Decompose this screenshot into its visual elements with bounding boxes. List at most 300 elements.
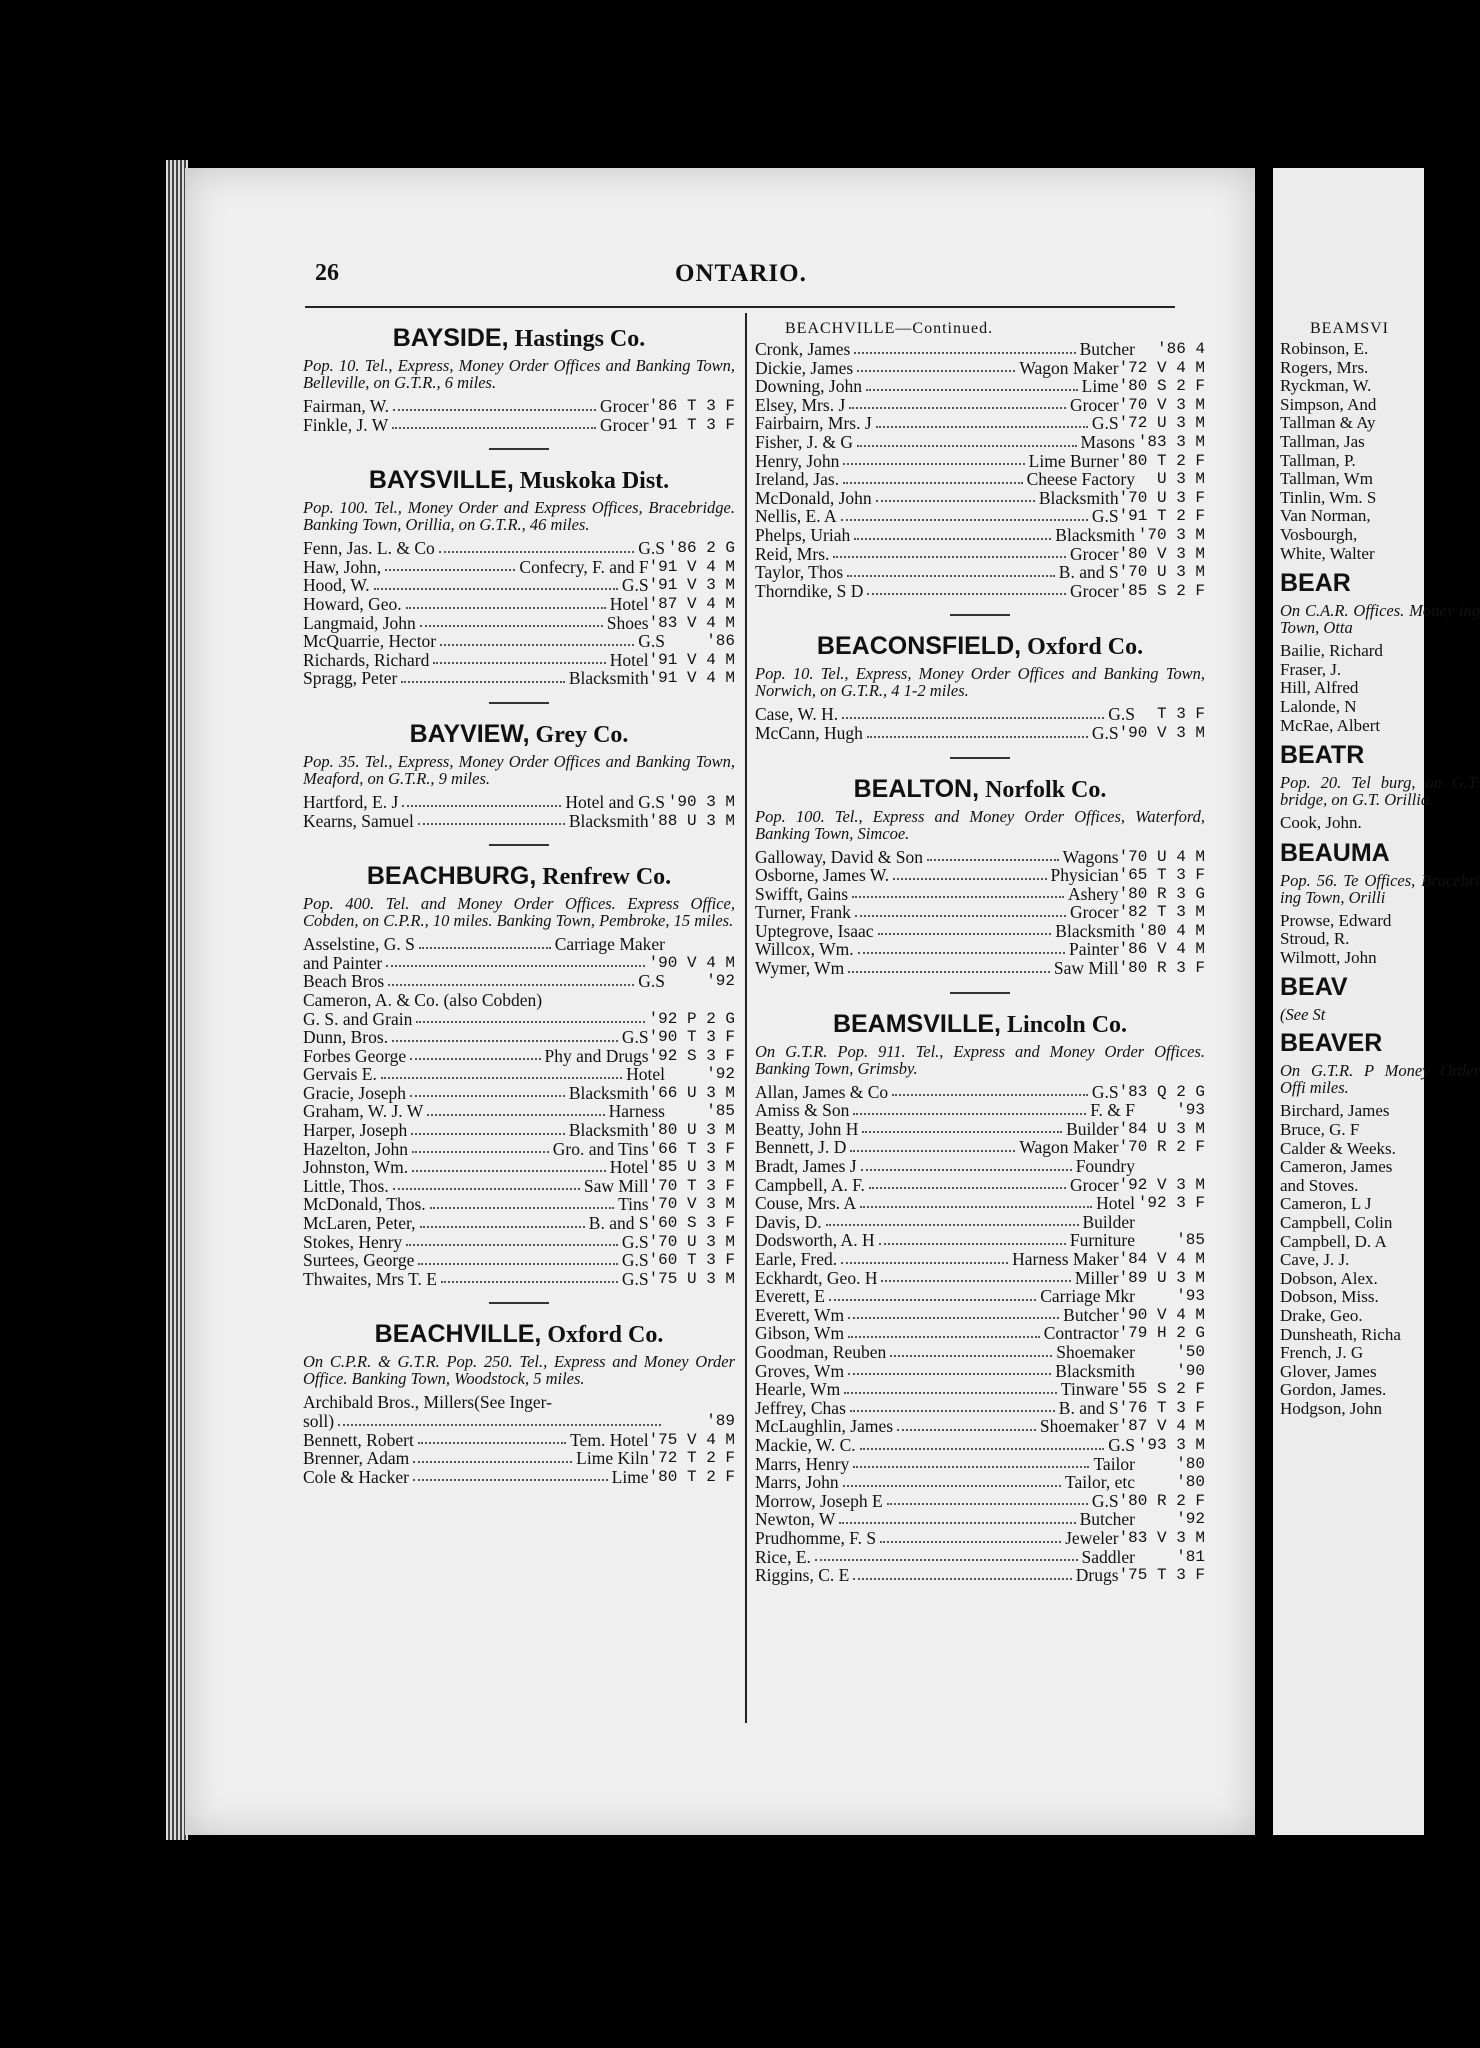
list-item	[303, 1047, 735, 1066]
list-item	[303, 1102, 735, 1121]
entry-rating: '83 V 3 M	[1118, 1528, 1205, 1547]
entry-rating	[665, 935, 735, 954]
county-name: Grey Co.	[535, 721, 629, 748]
entry-name: Dunn, Bros.	[303, 1027, 389, 1048]
entry-name: Haw, John,	[303, 556, 382, 577]
entry-trade: Cheese Factory	[1026, 469, 1135, 490]
entry-rating: '75 U 3 M	[648, 1269, 735, 1288]
list-item	[1280, 717, 1480, 736]
entry-rating: '90 3 M	[667, 792, 735, 811]
list-item	[755, 414, 1205, 433]
entry-trade: Blacksmith	[1055, 920, 1135, 941]
entry-rating: '66 U 3 M	[648, 1083, 735, 1102]
entry-rating: '80	[1176, 1473, 1205, 1492]
entry-list	[1280, 340, 1480, 563]
entry-name: Jeffrey, Chas	[755, 1397, 846, 1418]
town-section	[303, 1302, 735, 1486]
entry-name: Surtees, George	[303, 1250, 415, 1271]
leader-dots	[412, 1158, 606, 1172]
leader-dots	[844, 1380, 1057, 1394]
leader-dots	[418, 812, 565, 826]
entry-name: Tallman, Wm	[1280, 469, 1373, 489]
entry-name: Turner, Frank	[755, 902, 851, 923]
entry-rating: '92 S 3 F	[648, 1046, 735, 1065]
entry-trade: Hotel	[1096, 1193, 1135, 1214]
town-section	[303, 448, 735, 688]
entry-rating: '72 U 3 M	[1118, 414, 1205, 433]
entry-name: Elsey, Mrs. J	[755, 394, 846, 415]
list-item	[755, 489, 1205, 508]
entry-trade: Blacksmith	[1055, 524, 1135, 545]
page-header	[185, 260, 1255, 300]
entry-name: Drake, Geo.	[1280, 1306, 1363, 1325]
entry-rating: '80 T 2 F	[648, 1467, 735, 1486]
entry-trade: Hotel	[609, 1157, 649, 1178]
entry-rating: '60 S 3 F	[648, 1214, 735, 1233]
list-item	[1280, 949, 1480, 968]
entry-name: Phelps, Uriah	[755, 524, 851, 545]
entry-trade: G.S	[1108, 704, 1135, 725]
entry-name: McQuarrie, Hector	[303, 631, 437, 652]
entry-name: Case, W. H.	[755, 704, 839, 725]
leader-dots	[843, 470, 1023, 484]
leader-dots	[386, 954, 644, 968]
entry-name: Archibald Bros., Millers(See Inger-	[303, 1392, 552, 1413]
list-item	[755, 1492, 1205, 1511]
entry-name: Fraser, J.	[1280, 659, 1342, 679]
entry-name: Forbes George	[303, 1045, 407, 1066]
entry-trade: Grocer	[1070, 543, 1119, 564]
town-section	[1280, 839, 1480, 968]
town-heading	[755, 1010, 1205, 1039]
section-divider	[950, 614, 1010, 616]
list-item	[755, 1231, 1205, 1250]
entry-trade: G.S	[638, 631, 665, 652]
list-item	[303, 793, 735, 812]
list-item	[1280, 1307, 1480, 1326]
leader-dots	[439, 539, 635, 553]
entry-name: and Stoves.	[1280, 1175, 1359, 1195]
entry-name: Van Norman,	[1280, 506, 1371, 526]
entry-trade: B. and S	[1058, 562, 1119, 583]
entry-name: Ireland, Jas.	[755, 469, 840, 490]
entry-rating: '80 S 2 F	[1118, 377, 1205, 396]
leader-dots	[413, 1449, 572, 1463]
leader-dots	[860, 1436, 1105, 1450]
list-item	[755, 526, 1205, 545]
list-item	[755, 507, 1205, 526]
entry-rating: '65 T 3 F	[1118, 866, 1205, 885]
entry-name: Asselstine, G. S	[303, 934, 415, 955]
entry-trade: Drugs	[1075, 1565, 1119, 1586]
entry-trade: F. & F	[1090, 1100, 1135, 1121]
entry-trade: Foundry	[1075, 1156, 1135, 1177]
entry-name: Cole & Hacker	[303, 1466, 409, 1487]
entry-trade: Furniture	[1069, 1230, 1135, 1251]
entry-trade: Tem. Hotel	[570, 1429, 649, 1450]
list-item	[755, 885, 1205, 904]
list-item	[303, 614, 735, 633]
entry-name: Beach Bros	[303, 971, 385, 992]
leader-dots	[890, 1343, 1052, 1357]
entry-name: Hood, W.	[303, 575, 370, 596]
entry-rating: U 3 M	[1156, 470, 1205, 489]
leader-dots	[393, 1177, 580, 1191]
entry-rating: '79 H 2 G	[1118, 1324, 1205, 1343]
entry-name: Willcox, Wm.	[755, 939, 854, 960]
entry-name: Bradt, James J	[755, 1156, 857, 1177]
list-item	[303, 1158, 735, 1177]
entry-rating: '80 R 3 G	[1118, 884, 1205, 903]
town-description: (See St	[1280, 1005, 1326, 1025]
entry-rating: '91 V 4 M	[648, 557, 735, 576]
continued-heading: BEACHVILLE—Continued.	[785, 320, 994, 337]
list-item	[755, 1157, 1205, 1176]
entry-list	[755, 848, 1205, 978]
list-item	[755, 1176, 1205, 1195]
entry-name: Graham, W. J. W	[303, 1101, 424, 1122]
leader-dots	[402, 793, 561, 807]
list-item	[755, 866, 1205, 885]
leader-dots	[853, 1455, 1089, 1469]
entry-rating: '90 T 3 F	[648, 1028, 735, 1047]
entry-name: Cameron, James	[1280, 1157, 1393, 1177]
entry-name: Reid, Mrs.	[755, 543, 830, 564]
entry-name: Wymer, Wm	[755, 958, 845, 979]
entry-name: Bennett, J. D	[755, 1137, 847, 1158]
list-item	[1280, 452, 1480, 471]
entry-name: Everett, E	[755, 1286, 825, 1307]
entry-name: Downing, John	[755, 376, 862, 397]
town-description: Pop. 10. Tel., Express, Money Order Offices and Banking Town, Norwich, on G.T.R., 4 1-2 miles.	[755, 664, 1205, 701]
list-item	[1280, 489, 1480, 508]
list-item	[755, 1306, 1205, 1325]
list-item	[755, 1138, 1205, 1157]
list-item	[755, 1101, 1205, 1120]
entry-name: Glover, James	[1280, 1361, 1377, 1381]
leader-dots	[876, 489, 1035, 503]
town-heading	[1280, 741, 1480, 770]
entry-trade: Saw Mill	[1053, 958, 1119, 979]
entry-name: Groves, Wm	[755, 1360, 845, 1381]
leader-dots	[839, 1510, 1075, 1524]
entry-name: McLaren, Peter,	[303, 1213, 416, 1234]
entry-name: Johnston, Wm.	[303, 1157, 409, 1178]
entry-trade: G.S	[1091, 1081, 1119, 1102]
list-item	[755, 940, 1205, 959]
county-name: Oxford Co.	[547, 1322, 664, 1349]
entry-name: Fenn, Jas. L. & Co	[303, 538, 435, 559]
directory-page	[185, 168, 1255, 1835]
entry-name: Prudhomme, F. S	[755, 1527, 877, 1548]
entry-rating: '80	[1176, 1454, 1205, 1473]
entry-rating: '93	[1176, 1101, 1205, 1120]
list-item	[755, 922, 1205, 941]
list-item	[755, 377, 1205, 396]
leader-dots	[427, 1102, 604, 1116]
entry-name: Bruce, G. F	[1280, 1120, 1360, 1140]
leader-dots	[927, 848, 1059, 862]
list-item	[1280, 414, 1480, 433]
entry-name: Langmaid, John	[303, 612, 416, 633]
entry-trade: Butcher	[1079, 339, 1135, 359]
continued-heading: BEAMSVI	[1310, 320, 1390, 337]
list-item	[303, 972, 735, 991]
entry-trade: G.S	[1091, 413, 1119, 434]
entry-rating: '70 U 3 M	[648, 1232, 735, 1251]
list-item	[303, 1270, 735, 1289]
entry-trade: B. and S	[588, 1213, 649, 1234]
town-name: BEALTON,	[853, 774, 980, 803]
column-rule	[745, 313, 747, 1723]
list-item	[755, 1566, 1205, 1585]
section-divider	[489, 844, 549, 846]
entry-name: Dunsheath, Richa	[1280, 1324, 1401, 1344]
leader-dots	[841, 507, 1088, 521]
leader-dots	[843, 1473, 1061, 1487]
entry-rating: '89	[706, 1412, 735, 1430]
town-heading	[1280, 569, 1480, 598]
town-description: Pop. 10. Tel., Express, Money Order Offices and Banking Town, Belleville, on G.T.R., 6 miles.	[303, 356, 735, 392]
entry-rating: '50	[1176, 1342, 1205, 1361]
leader-dots	[848, 1306, 1059, 1320]
list-item	[755, 1287, 1205, 1306]
entry-name: McDonald, Thos.	[303, 1194, 426, 1215]
entry-rating: '83 3 M	[1137, 432, 1205, 451]
entry-rating: '72 V 4 M	[1118, 358, 1205, 377]
entry-name: Marrs, Henry	[755, 1453, 850, 1474]
list-item	[755, 1083, 1205, 1102]
list-item	[303, 1065, 735, 1084]
entry-rating: '87 V 4 M	[1118, 1417, 1205, 1436]
list-item	[1280, 1400, 1480, 1419]
list-item	[1280, 1195, 1480, 1214]
entry-name: Osborne, James W.	[755, 865, 890, 886]
entry-trade: Carriage Mkr	[1040, 1286, 1135, 1307]
entry-rating: '90 V 4 M	[648, 953, 735, 972]
entry-name: Amiss & Son	[755, 1100, 850, 1121]
entry-trade: Wagons	[1062, 846, 1119, 867]
list-item	[303, 1084, 735, 1103]
entry-list	[303, 397, 735, 434]
leader-dots	[406, 595, 606, 609]
list-item	[755, 724, 1205, 743]
entry-rating	[665, 1393, 735, 1412]
entry-rating: '76 T 3 F	[1118, 1398, 1205, 1417]
entry-rating: '86 4	[1156, 340, 1205, 358]
leader-dots	[881, 1269, 1070, 1283]
leader-dots	[850, 1138, 1015, 1152]
entry-name: Thwaites, Mrs T. E	[303, 1268, 437, 1289]
county-name: Norfolk Co.	[985, 776, 1107, 803]
entry-trade: G.S	[1108, 1434, 1135, 1455]
entry-name: Cave, J. J.	[1280, 1250, 1350, 1270]
list-item	[1280, 1363, 1480, 1382]
entry-name: Goodman, Reuben	[755, 1341, 887, 1362]
middle-column	[755, 318, 1205, 1591]
town-name: BEACHBURG,	[366, 862, 537, 891]
entry-list	[755, 1083, 1205, 1585]
town-heading	[1280, 1029, 1480, 1058]
county-name: Hastings Co.	[514, 326, 646, 352]
entry-rating: '84 U 3 M	[1118, 1119, 1205, 1138]
list-item	[1280, 679, 1480, 698]
entry-rating: '86 V 4 M	[1118, 940, 1205, 959]
entry-trade: Lime	[1081, 376, 1119, 397]
list-item	[303, 935, 735, 954]
entry-trade: Lime Kiln	[576, 1448, 649, 1469]
entry-rating: '82 T 3 M	[1118, 903, 1205, 922]
leader-dots	[879, 1231, 1066, 1245]
list-item	[755, 959, 1205, 978]
entry-rating: '92	[706, 972, 735, 991]
list-item	[303, 1431, 735, 1450]
leader-dots	[857, 433, 1077, 447]
entry-rating: '80 R 3 F	[1118, 959, 1205, 978]
town-name: BAYSIDE,	[392, 324, 509, 352]
town-name: BEACHVILLE,	[374, 1320, 542, 1349]
leader-dots	[406, 1233, 618, 1247]
town-name: BEACONSFIELD,	[816, 632, 1022, 661]
entry-trade: Jeweler	[1065, 1527, 1119, 1548]
leader-dots	[869, 1176, 1066, 1190]
leader-dots	[854, 340, 1075, 354]
entry-trade: Hotel	[609, 649, 649, 670]
entry-rating: '91 V 4 M	[648, 669, 735, 688]
leader-dots	[385, 558, 515, 572]
town-heading	[755, 632, 1205, 661]
town-section	[303, 844, 735, 1288]
leader-dots	[416, 1010, 644, 1024]
town-section	[303, 324, 735, 434]
list-item	[1280, 1288, 1480, 1307]
entry-name: Brenner, Adam	[303, 1448, 410, 1469]
entry-rating: '80 R 2 F	[1118, 1491, 1205, 1510]
leader-dots	[853, 1566, 1071, 1580]
county-name: Lincoln Co.	[1007, 1011, 1128, 1038]
entry-rating: '85 U 3 M	[648, 1158, 735, 1177]
leader-dots	[413, 1468, 608, 1482]
entry-rating: '90 V 4 M	[1118, 1305, 1205, 1324]
entry-name: Little, Thos.	[303, 1175, 389, 1196]
leader-dots	[411, 1121, 565, 1135]
right-column-fragment	[1280, 318, 1480, 1425]
entry-trade: Lime Burner	[1028, 450, 1119, 471]
entry-rating: '60 T 3 F	[648, 1251, 735, 1270]
entry-rating: '70 3 M	[1137, 525, 1205, 544]
town-name: BAYSVILLE,	[368, 466, 514, 495]
list-item	[1280, 1158, 1480, 1177]
leader-dots	[826, 1213, 1079, 1227]
leader-dots	[833, 545, 1066, 559]
entry-rating: '92	[1176, 1510, 1205, 1529]
entry-trade: Shoemaker	[1039, 1416, 1119, 1437]
leader-dots	[866, 377, 1078, 391]
town-name: BEATR	[1280, 741, 1365, 770]
list-item	[1280, 1121, 1480, 1140]
town-description: On G.T.R. Pop. 911. Tel., Express and Money Order Offices. Banking Town, Grimsby.	[755, 1041, 1205, 1078]
entry-rating: '91 V 4 M	[648, 650, 735, 669]
entry-rating: '83 Q 2 G	[1118, 1082, 1205, 1101]
section-divider	[950, 757, 1010, 759]
list-item	[303, 632, 735, 651]
entry-name: Campbell, Colin	[1280, 1213, 1393, 1233]
list-item	[755, 1380, 1205, 1399]
entry-trade: Tailor	[1093, 1453, 1135, 1474]
town-section	[755, 992, 1205, 1585]
town-name: BEAMSVILLE,	[832, 1009, 1002, 1038]
entry-name: Newton, W	[755, 1509, 836, 1530]
list-item	[755, 563, 1205, 582]
entry-name: White, Walter	[1280, 543, 1375, 563]
leader-dots	[862, 1120, 1062, 1134]
entry-trade: Phy and Drugs	[544, 1045, 649, 1066]
entry-rating: '55 S 2 F	[1118, 1380, 1205, 1399]
list-item	[1280, 1326, 1480, 1345]
entry-rating: '80 T 2 F	[1118, 451, 1205, 470]
entry-name: Nellis, E. A	[755, 506, 837, 527]
entry-trade: Shoemaker	[1056, 1341, 1135, 1362]
entry-trade: Tinware	[1060, 1379, 1119, 1400]
entry-trade: Lime	[611, 1466, 649, 1487]
leader-dots	[850, 1399, 1055, 1413]
entry-name: Marrs, John	[755, 1472, 839, 1493]
entry-name: Hearle, Wm	[755, 1379, 841, 1400]
entry-trade: Saddler	[1081, 1546, 1135, 1567]
entry-name: Mackie, W. C.	[755, 1434, 856, 1455]
list-item	[1280, 340, 1480, 359]
leader-dots	[876, 414, 1088, 428]
entry-name: Simpson, And	[1280, 394, 1377, 414]
entry-trade: G.S	[621, 1027, 649, 1048]
list-item	[303, 1028, 735, 1047]
leader-dots	[880, 1529, 1061, 1543]
leader-dots	[441, 1270, 618, 1284]
list-item	[755, 433, 1205, 452]
entry-rating: '72 T 2 F	[648, 1449, 735, 1468]
leader-dots	[867, 724, 1088, 738]
leader-dots	[381, 1065, 622, 1079]
entry-rating: '85	[1176, 1231, 1205, 1250]
section-divider	[489, 702, 549, 704]
town-heading	[1280, 839, 1480, 868]
town-heading	[303, 862, 735, 891]
entry-name: Gordon, James.	[1280, 1380, 1387, 1400]
entry-name: soll)	[303, 1411, 335, 1431]
entry-name: Hill, Alfred	[1280, 678, 1359, 698]
entry-rating: '70 U 3 F	[1118, 488, 1205, 507]
list-item	[303, 1412, 735, 1431]
left-column	[303, 318, 735, 1492]
leader-dots	[420, 1214, 585, 1228]
list-item	[303, 1177, 735, 1196]
entry-rating: '92	[706, 1065, 735, 1084]
entry-rating: '80 U 3 M	[648, 1121, 735, 1140]
leader-dots	[854, 526, 1051, 540]
leader-dots	[392, 416, 596, 430]
entry-name: Hartford, E. J	[303, 791, 399, 812]
leader-dots	[388, 972, 634, 986]
entry-name: Campbell, A. F.	[755, 1174, 865, 1195]
entry-name: Beatty, John H	[755, 1118, 859, 1139]
entry-rating: T 3 F	[1156, 705, 1205, 724]
entry-trade: Confecry, F. and F	[519, 556, 649, 577]
entry-name: Howard, Geo.	[303, 593, 402, 614]
entry-trade: Grocer	[1070, 1174, 1119, 1195]
list-item	[755, 705, 1205, 724]
leader-dots	[829, 1287, 1036, 1301]
list-item	[755, 848, 1205, 867]
